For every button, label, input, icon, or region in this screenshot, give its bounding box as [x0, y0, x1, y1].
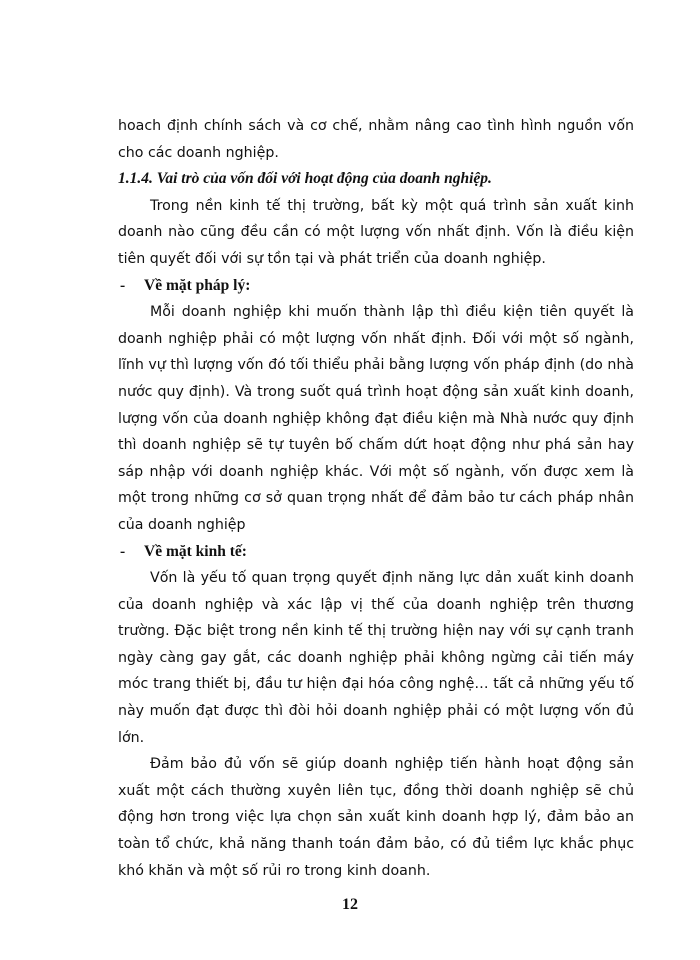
economic-paragraph-2: Đảm bảo đủ vốn sẽ giúp doanh nghiệp tiến hành hoạt động sản xuất một cách thường xuyên liên tục, đồng thời doanh nghiệp sẽ chủ động hơn trong việc lựa chọn sản xuất kinh doanh hợp lý, đảm bảo an toàn tổ chức, khả năng thanh toán đảm bảo, có đủ tiềm lực khắc phục khó khăn và một số rủi ro trong kinh doanh.	[118, 756, 634, 879]
legal-bullet-title: Về mặt pháp lý:	[144, 276, 251, 294]
intro-paragraph: Trong nền kinh tế thị trường, bất kỳ một quá trình sản xuất kinh doanh nào cũng đều cần có một lượng vốn nhất định. Vốn là điều kiện tiên quyết đối với sự tồn tại và phát triển của doanh nghiệp.	[118, 197, 634, 267]
legal-paragraph: Mỗi doanh nghiệp khi muốn thành lập thì điều kiện tiên quyết là doanh nghiệp phải có một lượng vốn nhất định. Đối với một số ngành, lĩnh vự thì lượng vốn đó tối thiểu phải bằng lượng vốn pháp định (do nhà nước quy định). Và trong suốt quá trình hoạt động sản xuất kinh doanh, lượng vốn của doanh nghiệp không đạt điều kiện mà Nhà nước quy định thì doanh nghiệp sẽ tự tuyên bố chấm dứt hoạt động như phá sản hay sáp nhập với doanh nghiệp khác. Với một số ngành, vốn được xem là một trong những cơ sở quan trọng nhất để đảm bảo tư cách pháp nhân của doanh nghiệp	[118, 304, 634, 533]
page-body	[118, 113, 634, 884]
economic-bullet	[118, 539, 634, 566]
economic-bullet-dash: -	[120, 542, 126, 560]
section-heading: 1.1.4. Vai trò của vốn đối với hoạt động của doanh nghiệp.	[118, 170, 492, 188]
legal-bullet-dash: -	[120, 276, 126, 294]
page-number: 12	[342, 896, 358, 913]
continuation-paragraph: hoach định chính sách và cơ chế, nhằm nâng cao tình hình nguồn vốn cho các doanh nghiệp.	[118, 118, 634, 161]
legal-bullet	[118, 273, 634, 300]
economic-bullet-title: Về mặt kinh tế:	[144, 542, 247, 560]
economic-paragraph-1: Vốn là yếu tố quan trọng quyết định năng lực dản xuất kinh doanh của doanh nghiệp và xác lập vị thế của doanh nghiệp trên thương trường. Đặc biệt trong nền kinh tế thị trường hiện nay với sự cạnh tranh ngày càng gay gắt, các doanh nghiệp phải không ngừng cải tiến máy móc trang thiết bị, đầu tư hiện đại hóa công nghệ… tất cả những yếu tố này muốn đạt được thì đòi hỏi doanh nghiệp phải có một lượng vốn đủ lớn.	[118, 570, 634, 746]
